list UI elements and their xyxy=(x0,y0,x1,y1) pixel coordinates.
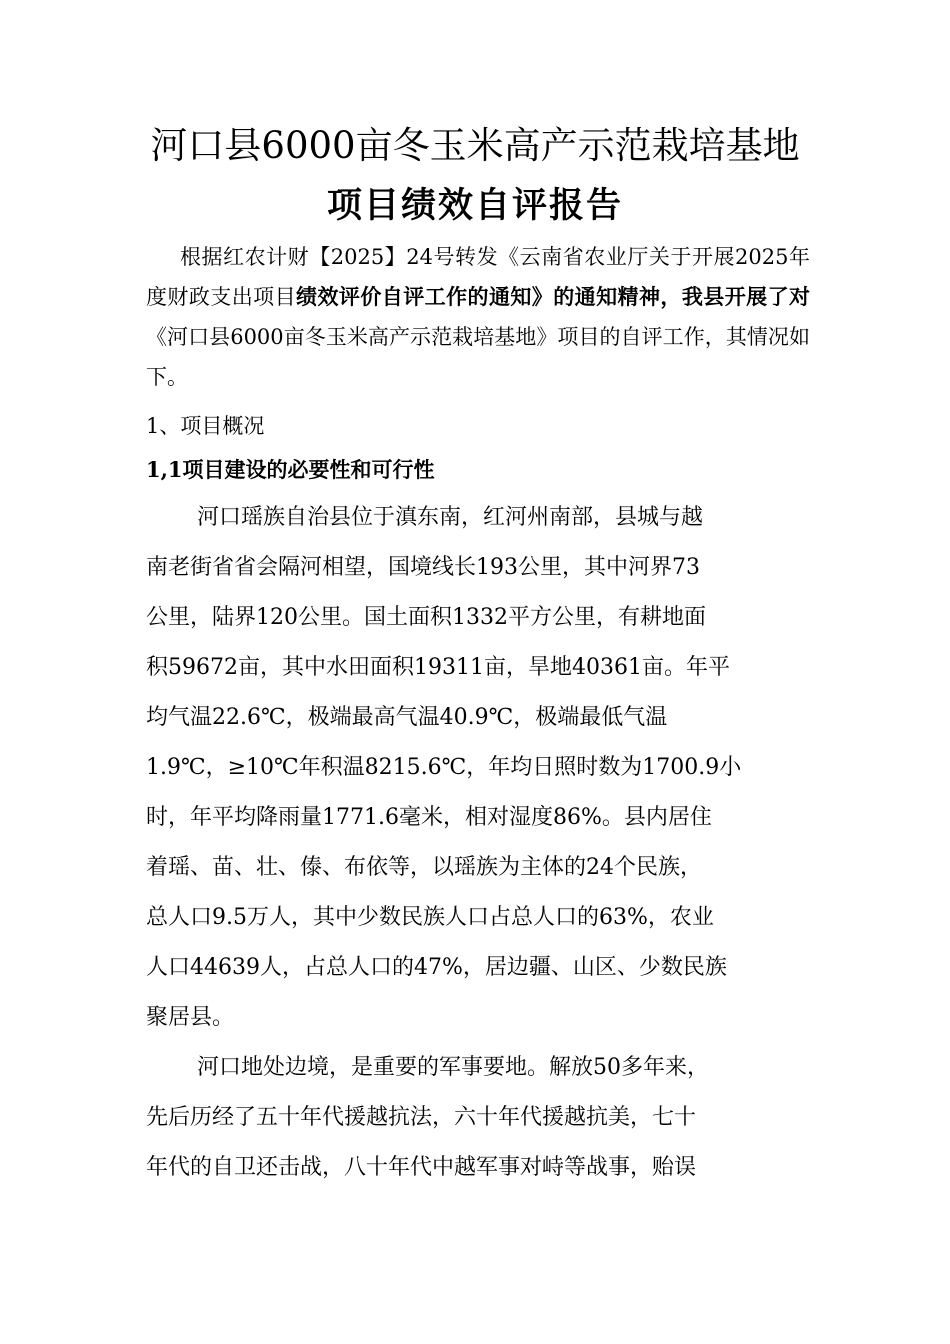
paragraph-2-line: 年代的自卫还击战，八十年代中越军事对峙等战事，贻误 xyxy=(146,1155,697,1180)
section-1-1-heading: 1,1项目建设的必要性和可行性 xyxy=(146,457,435,482)
paragraph-1-line: 公里，陆界120公里。国土面积1332平方公里，有耕地面 xyxy=(146,605,706,630)
paragraph-1-line: 南老街省省会隔河相望，国境线长193公里，其中河界73 xyxy=(146,555,700,580)
paragraph-1-line: 1.9℃，≥10℃年积温8215.6℃，年均日照时数为1700.9小 xyxy=(146,755,742,780)
intro-text-bold: 绩效评价自评工作的通知》的通知精神，我县开展了对 xyxy=(296,284,811,309)
paragraph-1-line: 河口瑶族自治县位于滇东南，红河州南部，县城与越 xyxy=(197,505,704,530)
paragraph-1-line: 时，年平均降雨量1771.6毫米，相对湿度86%。县内居住 xyxy=(146,805,712,830)
intro-text-part-3: 《河口县6000亩冬玉米高产示范栽培基地》项目的自评工作，其情况如下。 xyxy=(146,325,810,389)
paragraph-2-line: 河口地处边境，是重要的军事要地。解放50多年来， xyxy=(197,1055,709,1080)
paragraph-1-line: 总人口9.5万人，其中少数民族人口占总人口的63%，农业 xyxy=(146,905,714,930)
paragraph-2-line: 先后历经了五十年代援越抗法，六十年代援越抗美，七十 xyxy=(146,1105,697,1130)
document-title-line-1: 河口县6000亩冬玉米高产示范栽培基地 xyxy=(150,124,800,167)
paragraph-1-line: 积59672亩，其中水田面积19311亩，旱地40361亩。年平 xyxy=(146,655,730,680)
paragraph-1-line: 聚居县。 xyxy=(146,1005,235,1030)
intro-paragraph xyxy=(146,237,810,397)
intro-text-part-1: 根据红农计财【2025】24号转发《云南省农业厅关于开展2025年度财政支出项目 xyxy=(146,245,810,309)
paragraph-1-line: 人口44639人，占总人口的47%，居边疆、山区、少数民族 xyxy=(146,955,727,980)
section-1-heading: 1、项目概况 xyxy=(146,414,265,438)
paragraph-1-line: 着瑶、苗、壮、傣、布依等，以瑶族为主体的24个民族， xyxy=(146,855,702,880)
document-title-line-2: 项目绩效自评报告 xyxy=(326,185,623,226)
paragraph-1-line: 均气温22.6℃，极端最高气温40.9℃，极端最低气温 xyxy=(146,705,668,730)
